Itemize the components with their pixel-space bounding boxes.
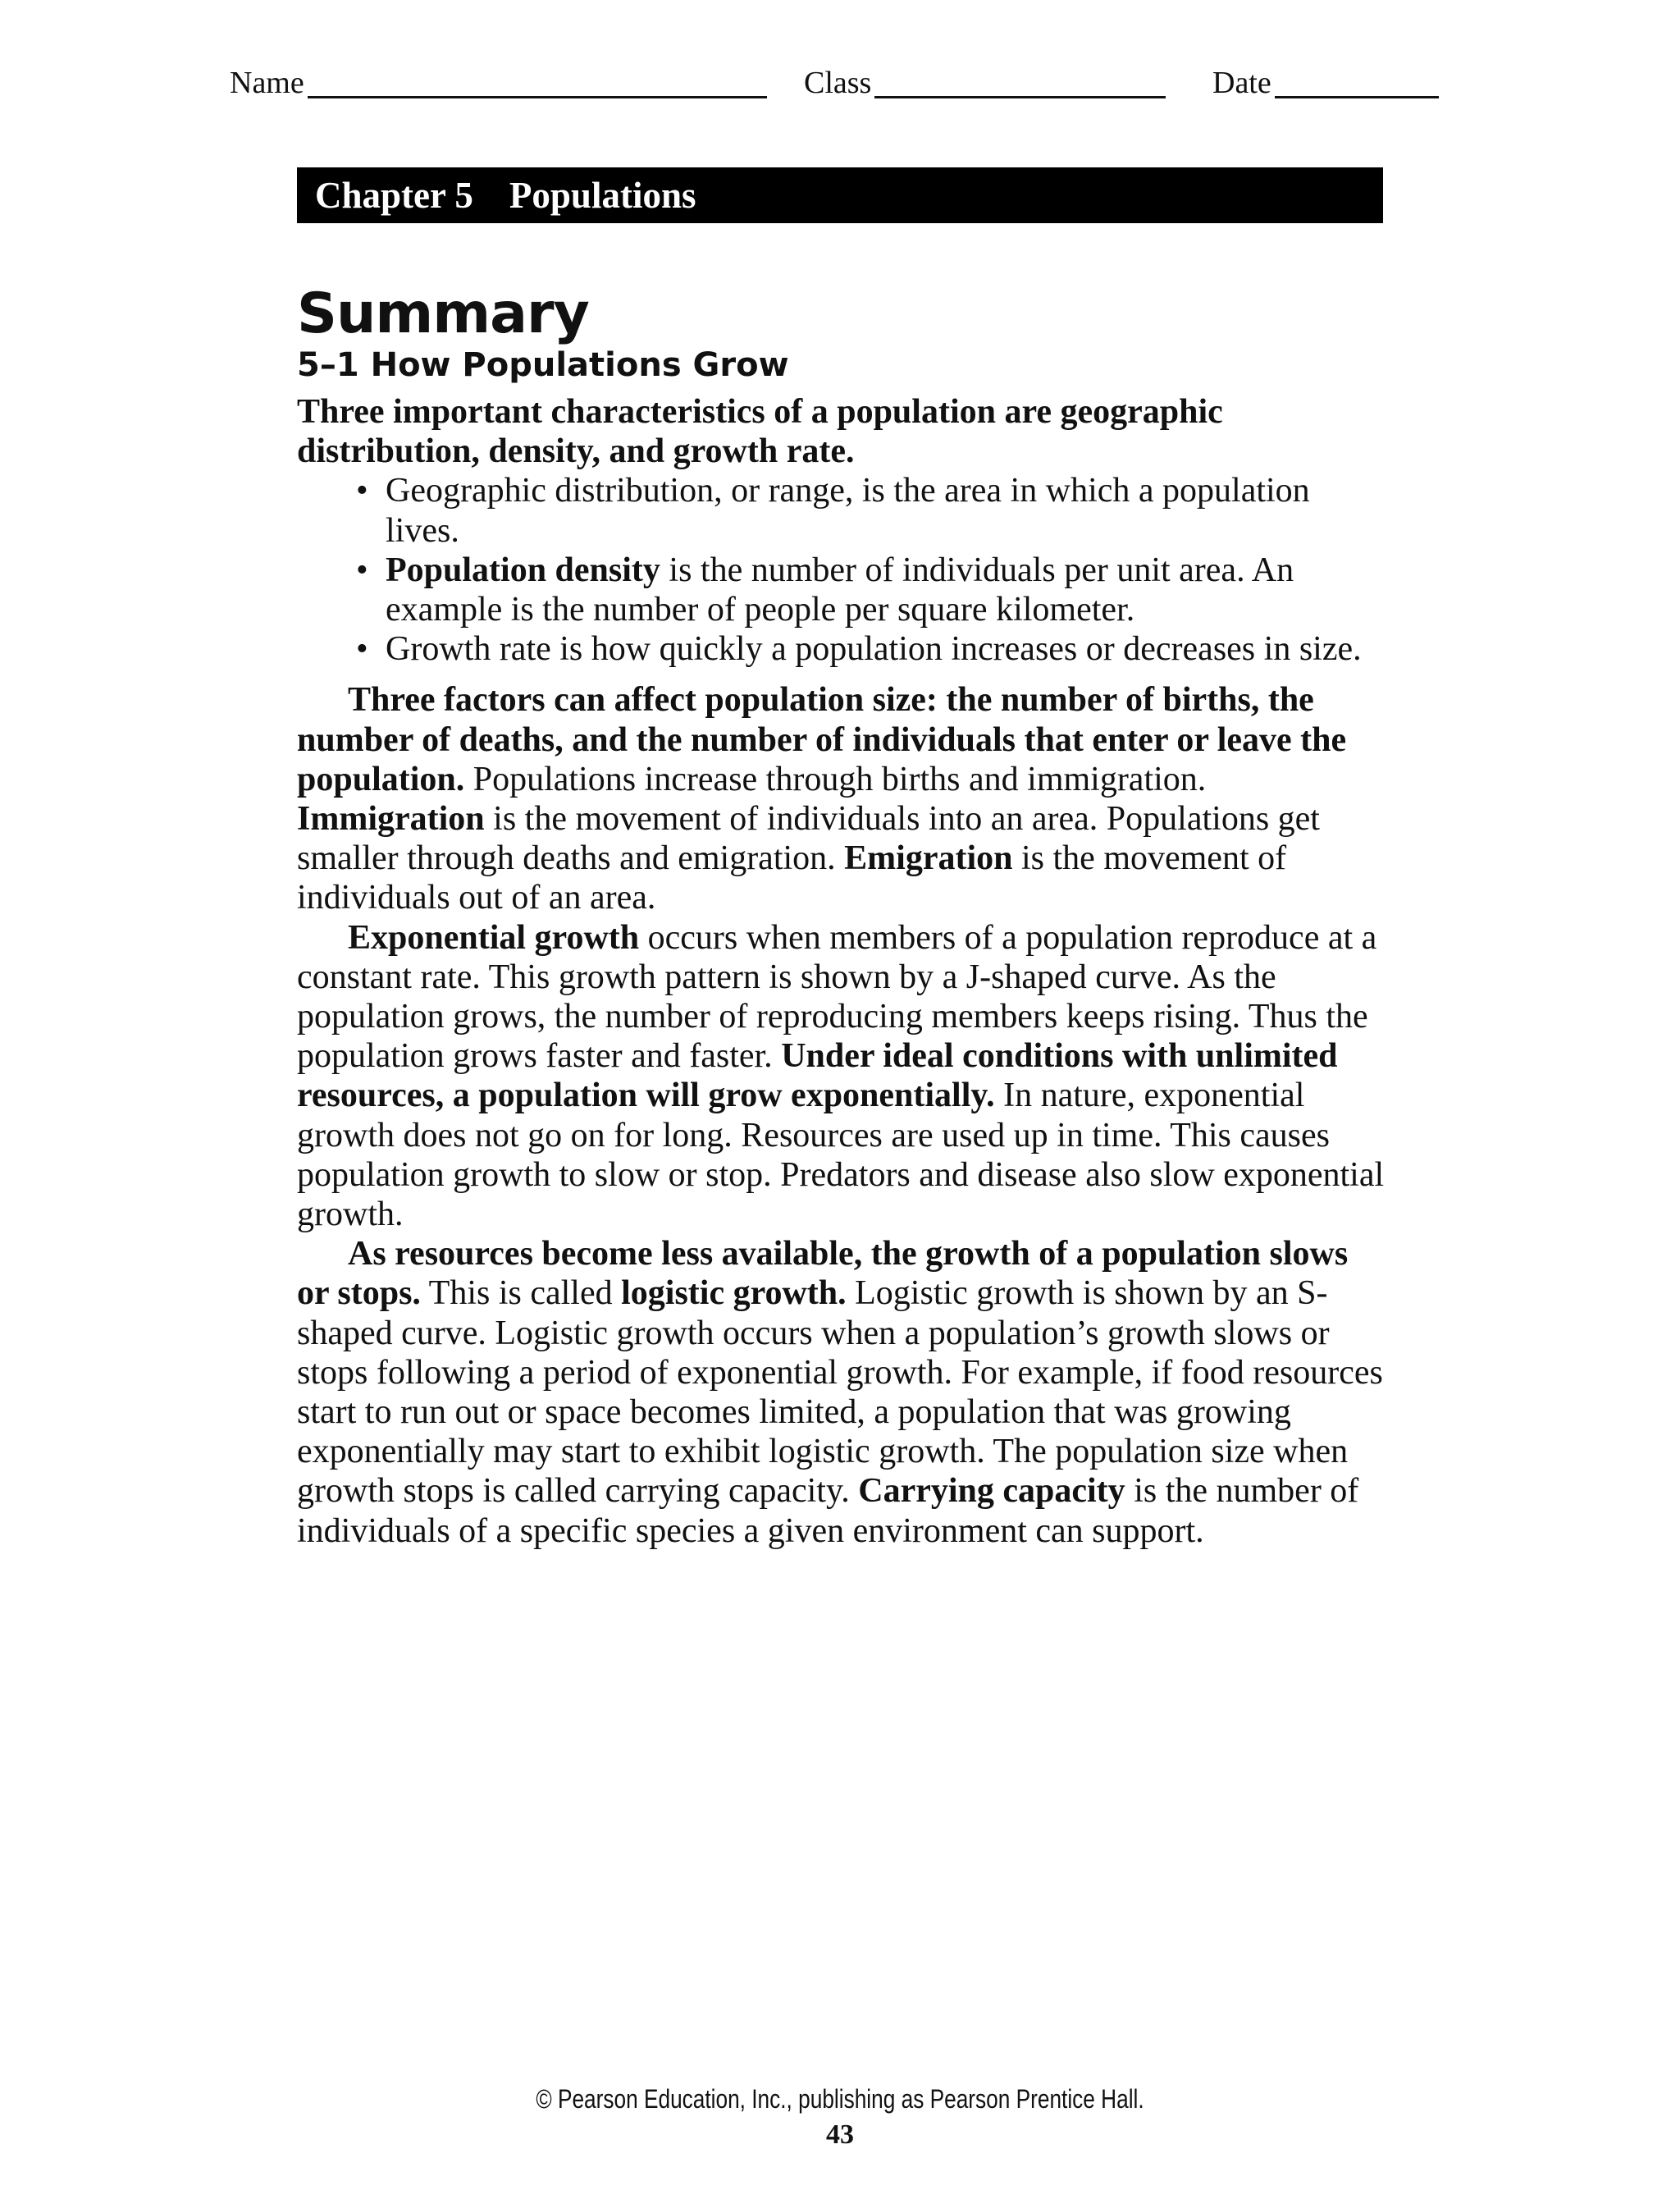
paragraph-text: In nature, exponential growth does not go on for long. Resources are used up in time. This causes population growth to slow or stop. Predators and disease also slow exponential growth. <box>297 1077 1385 1234</box>
list-item <box>356 551 1388 629</box>
class-blank-line <box>874 71 1166 98</box>
chapter-banner <box>297 167 1383 223</box>
date-field <box>1212 67 1439 98</box>
term-immigration: Immigration <box>297 800 485 839</box>
name-blank-line <box>308 71 767 98</box>
list-item <box>356 629 1388 669</box>
paragraph-text: occurs when members of a population reproduce at a constant rate. This growth pattern is shown by a J-shaped curve. As the population grows, the number of reproducing members keeps rising. Thus the population grows faster and faster. <box>297 918 1377 1076</box>
lead-statement: Three important characteristics of a population are geographic distribution, density, and growth rate. <box>297 393 1223 471</box>
paragraph-text: Populations increase through births and immigration. <box>464 760 1207 798</box>
class-field <box>804 67 1166 98</box>
chapter-title: Populations <box>509 175 696 216</box>
copyright-notice: © Pearson Education, Inc., publishing as Pearson Prentice Hall. <box>536 2084 1144 2114</box>
paragraph-population-size <box>297 680 1388 917</box>
term-emigration: Emigration <box>844 839 1013 878</box>
chapter-number: Chapter 5 <box>315 175 473 216</box>
term-exponential-growth: Exponential growth <box>348 918 640 957</box>
class-label: Class <box>804 66 872 100</box>
key-statement: Under ideal conditions with unlimited resources, a population will grow exponentially. <box>297 1037 1338 1115</box>
term-carrying-capacity: Carrying capacity <box>858 1472 1125 1511</box>
bullet-icon: • <box>356 630 368 669</box>
paragraph-exponential-growth <box>297 918 1388 1235</box>
term-population-density: Population density <box>386 551 660 589</box>
section-title: 5–1 How Populations Grow <box>297 346 789 384</box>
bullet-text: is the number of individuals per unit area. An example is the number of people per square kilometer. <box>386 551 1294 629</box>
key-statement: Three factors can affect population size: the number of births, the number of deaths, and the number of individuals that enter or leave the population. <box>297 681 1347 798</box>
date-label: Date <box>1212 66 1271 100</box>
bullet-icon: • <box>356 551 368 589</box>
summary-content <box>297 340 1388 1551</box>
paragraph-text: This is called <box>420 1274 622 1313</box>
section-body <box>297 392 1388 1551</box>
paragraph-text: Logistic growth is shown by an S-shaped curve. Logistic growth occurs when a population’s growth slows or stops following a period of exponential growth. For example, if food resources start to run out or space becomes limited, a population that was growing exponentially may start to exhibit logistic growth. The population size when growth stops is called carrying capacity. <box>297 1274 1383 1511</box>
page-number: 43 <box>826 2119 854 2150</box>
term-logistic-growth: logistic growth. <box>621 1274 847 1313</box>
bullet-icon: • <box>356 472 368 510</box>
key-statement: As resources become less available, the growth of a population slows or stops. <box>297 1235 1349 1313</box>
list-item <box>356 471 1388 550</box>
paragraph-text: is the number of individuals of a specific species a given environment can support. <box>297 1472 1359 1550</box>
characteristics-list <box>297 471 1388 669</box>
bullet-text: Growth rate is how quickly a population increases or decreases in size. <box>386 630 1362 669</box>
date-blank-line <box>1275 71 1439 98</box>
name-label: Name <box>230 66 304 100</box>
name-field <box>230 67 767 98</box>
bullet-text: Geographic distribution, or range, is the area in which a population lives. <box>386 472 1310 550</box>
page-title: Summary <box>297 281 589 346</box>
paragraph-text: is the movement of individuals out of an area. <box>297 839 1287 917</box>
paragraph-text: is the movement of individuals into an area. Populations get smaller through deaths and emigration. <box>297 800 1320 878</box>
worksheet-header <box>230 67 1452 117</box>
page-footer <box>0 2083 1680 2155</box>
paragraph-logistic-growth <box>297 1234 1388 1551</box>
